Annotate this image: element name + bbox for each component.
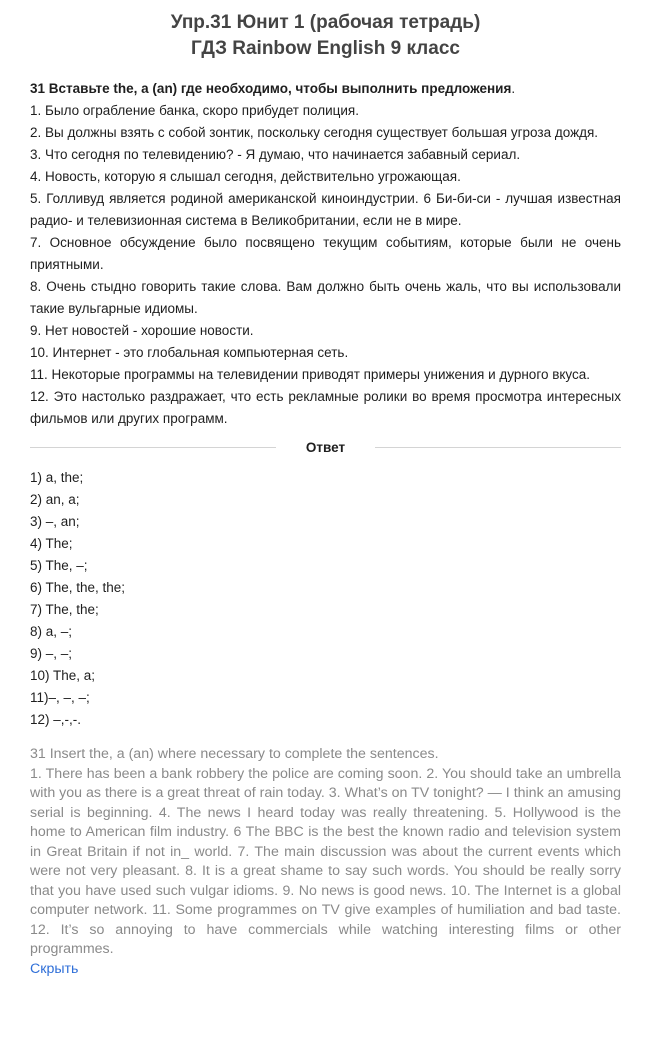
exercise-item: 8. Очень стыдно говорить такие слова. Вам должно быть очень жаль, что вы использовали такие вульгарные идиомы.: [30, 279, 621, 316]
exercise-item: 1. Было ограбление банка, скоро прибудет полиция.: [30, 103, 359, 118]
hide-translation-link[interactable]: Скрыть: [30, 960, 79, 977]
exercise-item: 4. Новость, которую я слышал сегодня, действительно угрожающая.: [30, 169, 461, 184]
exercise-item: 12. Это настолько раздражает, что есть рекламные ролики во время просмотра интересных фильмов или других программ.: [30, 389, 621, 426]
exercise-item: 5. Голливуд является родиной американской киноиндустрии. 6 Би-би-си - лучшая известная радио- и телевизионная система в Великобритании, если не в мире.: [30, 191, 621, 228]
exercise-block: [30, 78, 621, 430]
exercise-heading: [30, 78, 621, 100]
answer-item: 9) –, –;: [30, 646, 73, 661]
title-line-2: ГДЗ Rainbow English 9 класс: [191, 38, 460, 59]
exercise-item: 11. Некоторые программы на телевидении приводят примеры унижения и дурного вкуса.: [30, 367, 591, 382]
divider-line-right: [375, 447, 621, 448]
exercise-item: 10. Интернет - это глобальная компьютерная сеть.: [30, 345, 349, 360]
answer-item: 12) –,-,-.: [30, 712, 82, 727]
translation-text: 1. There has been a bank robbery the police are coming soon. 2. You should take an umbrella with you as there is a great threat of rain today. 3. What’s on TV tonight? — I think an amusing serial is beginning. 4. The news I heard today was really threatening. 5. Hollywood is the home to American film industry. 6 The BBC is the best the known radio and television system in Great Britain if not in_ world. 7. The main discussion was about the current events which were not very pleasant. 8. It is a great shame to say such words. You should be really sorry that you have used such vulgar idioms. 9. No news is good news. 10. The Internet is a global computer network. 11. Some programmes on TV give examples of humiliation and bad taste. 12. It’s so annoying to have commercials while watching interesting films or other programmes.: [30, 765, 621, 957]
answers-list: [30, 467, 621, 731]
translation-heading: 31 Insert the, a (an) where necessary to complete the sentences.: [30, 746, 439, 762]
exercise-heading-bold: 31 Вставьте the, a (an) где необходимо, чтобы выполнить предложения: [30, 81, 512, 96]
translation-block: [30, 745, 621, 960]
answer-item: 4) The;: [30, 536, 73, 551]
answer-item: 1) a, the;: [30, 470, 84, 485]
answer-item: 11)–, –, –;: [30, 690, 90, 705]
page: [0, 10, 651, 979]
answer-item: 2) an, a;: [30, 492, 80, 507]
answer-item: 3) –, an;: [30, 514, 80, 529]
answer-item: 10) The, a;: [30, 668, 96, 683]
exercise-item: 7. Основное обсуждение было посвящено текущим событиям, которые были не очень приятными.: [30, 235, 621, 272]
answer-label: Ответ: [305, 440, 346, 455]
divider-line-left: [30, 447, 276, 448]
exercise-item: 9. Нет новостей - хорошие новости.: [30, 323, 254, 338]
exercise-item: 3. Что сегодня по телевидению? - Я думаю, что начинается забавный сериал.: [30, 147, 521, 162]
exercise-item: 2. Вы должны взять с собой зонтик, поскольку сегодня существует большая угроза дождя.: [30, 125, 599, 140]
answer-item: 7) The, the;: [30, 602, 99, 617]
answer-divider: [30, 440, 621, 455]
answer-item: 8) a, –;: [30, 624, 73, 639]
title-line-1: Упр.31 Юнит 1 (рабочая тетрадь): [170, 12, 481, 33]
answer-item: 6) The, the, the;: [30, 580, 126, 595]
answer-item: 5) The, –;: [30, 558, 88, 573]
page-title: [30, 10, 621, 62]
exercise-heading-tail: .: [511, 81, 516, 96]
